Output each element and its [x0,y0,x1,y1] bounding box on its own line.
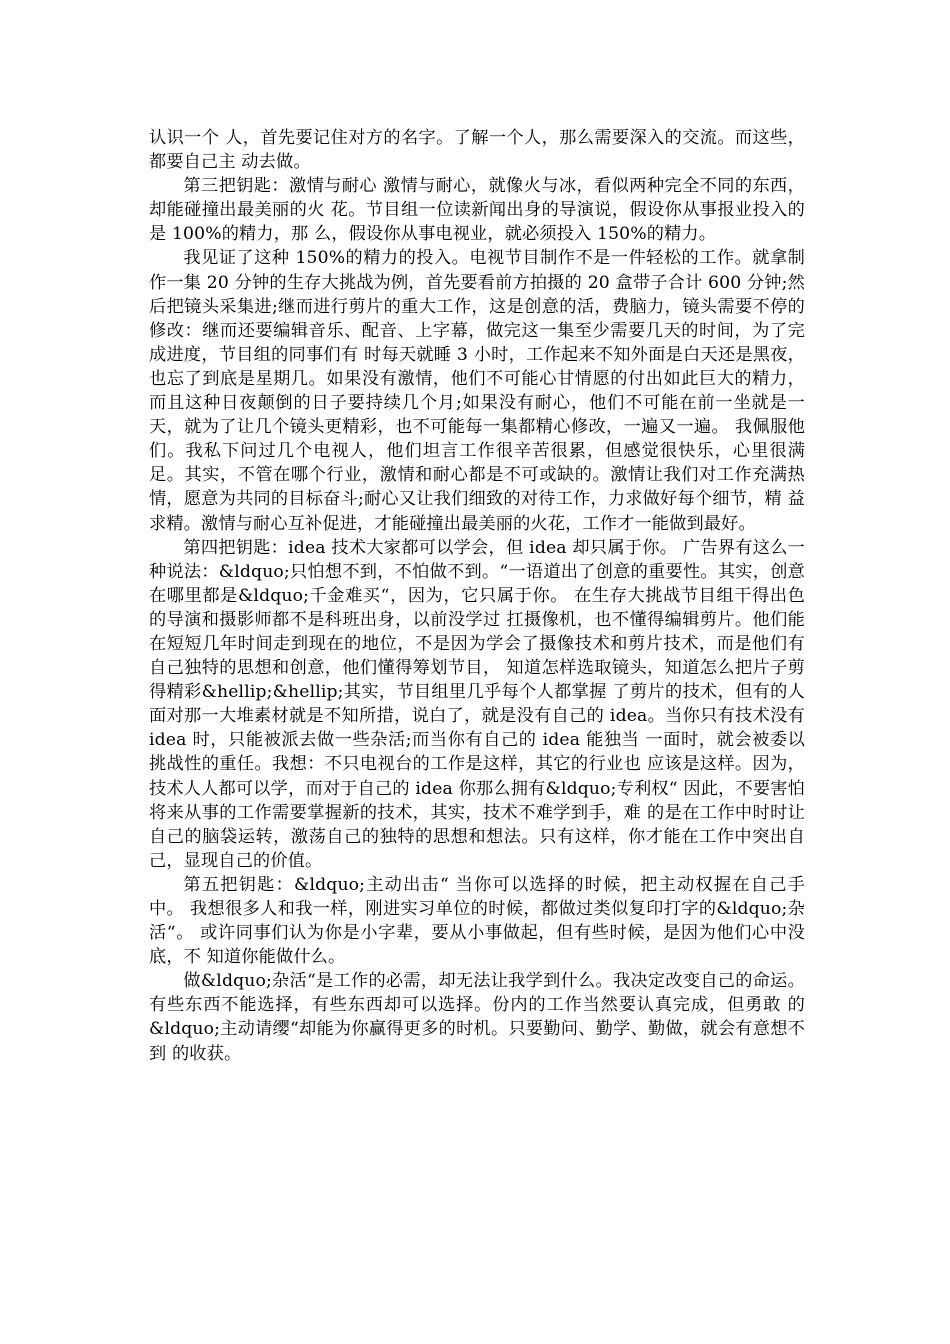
paragraph-continuation: 认识一个 人，首先要记住对方的名字。了解一个人，那么需要深入的交流。而这些，都要自己主 动去做。 [149,128,805,173]
paragraph-fourth-key: 第四把钥匙：idea 技术大家都可以学会，但 idea 却只属于你。 广告界有这么一种说法：&ldquo;只怕想不到，不怕做不到。“一语道出了创意的重要性。其实，创意在哪里都是&ldquo;千金难买“，因为，它只属于你。 在生存大挑战节目组干得出色的导演和摄影师都不是科班出身，以前没学过 扛摄像机，也不懂得编辑剪片。他们能在短短几年时间走到现在的地位，不是因为学会了摄像技术和剪片技术，而是他们有自己独特的思想和创意，他们懂得筹划节目， 知道怎样选取镜头，知道怎么把片子剪得精彩&hellip;&hellip;其实，节目组里几乎每个人都掌握 了剪片的技术，但有的人面对那一大堆素材就是不知所措，说白了，就是没有自己的 idea。当你只有技术没有 idea 时，只能被派去做一些杂活;而当你有自己的 idea 能独当 一面时，就会被委以挑战性的重任。我想：不只电视台的工作是这样，其它的行业也 应该是这样。因为，技术人人都可以学，而对于自己的 idea 你那么拥有&ldquo;专利权“ 因此，不要害怕将来从事的工作需要掌握新的技术，其实，技术不难学到手，难 的是在工作中时时让自己的脑袋运转，激荡自己的独特的思想和想法。只有这样，你才能在工作中突出自己，显现自己的价值。 [149,537,805,871]
paragraph-third-key: 第三把钥匙：激情与耐心 激情与耐心，就像火与冰，看似两种完全不同的东西，却能碰撞出最美丽的火 花。节目组一位读新闻出身的导演说，假设你从事报业投入的是 100%的精力，那 么，假设你从事电视业，就必须投入 150%的精力。 [149,176,805,245]
paragraph-effort: 我见证了这种 150%的精力的投入。电视节目制作不是一件轻松的工作。就拿制作一集 20 分钟的生存大挑战为例，首先要看前方拍摄的 20 盒带子合计 600 分钟;然后把镜头采集进;继而进行剪片的重大工作，这是创意的活，费脑力，镜头需要不停的修改：继而还要编辑音乐、配音、上字幕，做完这一集至少需要几天的时间，为了完成进度，节目组的同事们有 时每天就睡 3 小时，工作起来不知外面是白天还是黑夜，也忘了到底是星期几。如果没有激情，他们不可能心甘情愿的付出如此巨大的精力，而且这种日夜颠倒的日子要持续几个月;如果没有耐心，他们不可能在前一坐就是一天，就为了让几个镜头更精彩，也不可能每一集都精心修改，一遍又一遍。 我佩服他们。我私下问过几个电视人，他们坦言工作很辛苦很累，但感觉很快乐，心里很满足。其实，不管在哪个行业，激情和耐心都是不可或缺的。激情让我们对工作充满热 情，愿意为共同的目标奋斗;耐心又让我们细致的对待工作，力求做好每个细节，精 益求精。激情与耐心互补促进，才能碰撞出最美丽的火花，工作才一能做到最好。 [149,248,805,534]
paragraph-chores: 做&ldquo;杂活“是工作的必需，却无法让我学到什么。我决定改变自己的命运。 有些东西不能选择，有些东西却可以选择。份内的工作当然要认真完成，但勇敢 的&ldquo;主动请缨“却能为你赢得更多的时机。只要勤问、勤学、勤做，就会有意想不到 的收获。 [149,971,805,1064]
paragraph-fifth-key: 第五把钥匙：&ldquo;主动出击“ 当你可以选择的时候，把主动权握在自己手中。 我想很多人和我一样，刚进实习单位的时候，都做过类似复印打字的&ldquo;杂活“。 或许同事们认为你是小字辈，要从小事做起，但有些时候，是因为他们心中没底，不 知道你能做什么。 [149,874,805,968]
document-body [149,126,805,1066]
